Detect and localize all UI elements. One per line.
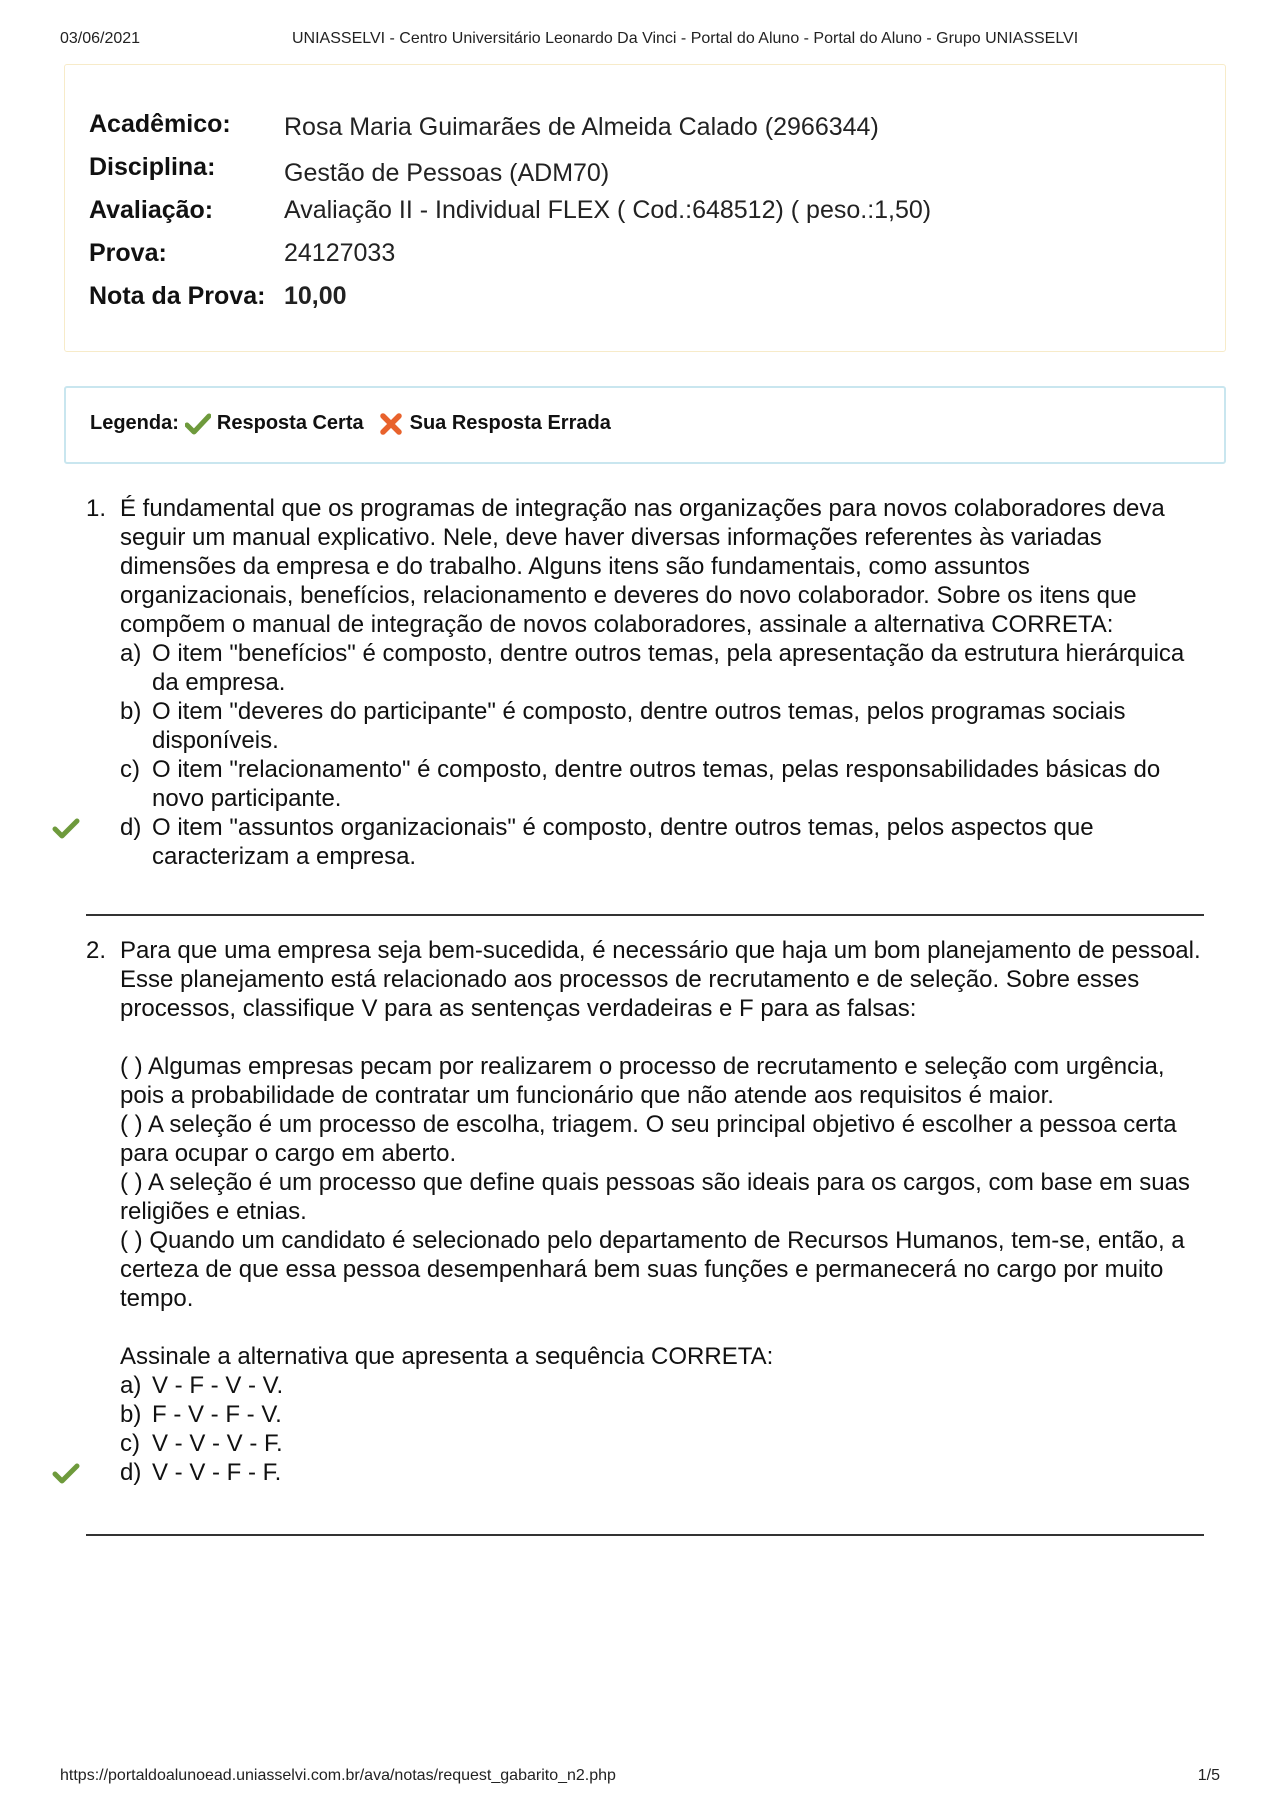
- option-letter: c): [120, 756, 140, 783]
- cross-icon: [378, 413, 404, 435]
- option-d-correct: [120, 1458, 1204, 1487]
- check-icon: [52, 1462, 80, 1484]
- print-footer: [60, 1767, 1220, 1791]
- option-d-correct: [120, 813, 1204, 871]
- option-c: [120, 1429, 1204, 1458]
- option-text: O item "assuntos organizacionais" é composto, dentre outros temas, pelos aspectos que caracterizam a empresa.: [152, 814, 1094, 870]
- option-c: [120, 755, 1204, 813]
- legend-label: Legenda:: [90, 412, 179, 434]
- option-letter: b): [120, 1401, 142, 1428]
- option-letter: c): [120, 1430, 140, 1457]
- option-text: V - F - V - V.: [152, 1372, 284, 1399]
- print-date: 03/06/2021: [60, 30, 141, 47]
- exam-info-box: [64, 64, 1226, 352]
- option-letter: d): [120, 1459, 142, 1486]
- academico-value: Rosa Maria Guimarães de Almeida Calado (2966344): [284, 113, 879, 141]
- statement-2: ( ) A seleção é um processo de escolha, triagem. O seu principal objetivo é escolher a pessoa certa para ocupar o cargo em aberto.: [120, 1111, 1177, 1167]
- question-body: [120, 494, 1204, 871]
- question-stem: Para que uma empresa seja bem-sucedida, é necessário que haja um bom planejamento de pessoal. Esse planejamento está relacionado aos processos de recrutamento e de seleção. Sobre esses processos, classifique V para as sentenças verdadeiras e F para as falsas:: [120, 937, 1201, 1022]
- avaliacao-label: Avaliação:: [89, 196, 214, 224]
- option-text: O item "deveres do participante" é composto, dentre outros temas, pelos programas sociais disponíveis.: [152, 698, 1126, 754]
- option-text: O item "relacionamento" é composto, dentre outros temas, pelas responsabilidades básicas do novo participante.: [152, 756, 1161, 812]
- option-a: [120, 639, 1204, 697]
- question-number: 1.: [86, 495, 107, 522]
- prova-label: Prova:: [89, 239, 167, 267]
- check-icon: [52, 817, 80, 839]
- question-divider: [86, 914, 1204, 916]
- option-text: F - V - F - V.: [152, 1401, 282, 1428]
- option-b: [120, 697, 1204, 755]
- option-letter: a): [120, 640, 142, 667]
- check-icon: [185, 413, 211, 435]
- statement-4: ( ) Quando um candidato é selecionado pelo departamento de Recursos Humanos, tem-se, então, a certeza de que essa pessoa desempenhará bem suas funções e permanecerá no cargo por muito tempo.: [120, 1227, 1185, 1312]
- legend: [90, 412, 611, 435]
- option-letter: d): [120, 814, 142, 841]
- question-stem: É fundamental que os programas de integração nas organizações para novos colaboradores deva seguir um manual explicativo. Nele, deve haver diversas informações referentes às variadas dimensões da empresa e do trabalho. Alguns itens são fundamentais, como assuntos organizacionais, benefícios, relacionamento e deveres do novo colaborador. Sobre os itens que compõem o manual de integração de novos colaboradores, assinale a alternativa CORRETA:: [120, 495, 1165, 638]
- print-page-title: UNIASSELVI - Centro Universitário Leonardo Da Vinci - Portal do Aluno - Portal do Aluno - Grupo UNIASSELVI: [292, 30, 1079, 47]
- disciplina-value: Gestão de Pessoas (ADM70): [284, 159, 610, 187]
- page-number: 1/5: [1197, 1767, 1220, 1784]
- statement-1: ( ) Algumas empresas pecam por realizarem o processo de recrutamento e seleção com urgência, pois a probabilidade de contratar um funcionário que não atende aos requisitos é maior.: [120, 1053, 1165, 1109]
- option-letter: b): [120, 698, 142, 725]
- question-number: 2.: [86, 937, 107, 964]
- academico-label: Acadêmico:: [89, 110, 231, 138]
- question-divider: [86, 1534, 1204, 1536]
- nota-label: Nota da Prova:: [89, 282, 266, 310]
- option-a: [120, 1371, 1204, 1400]
- legend-box: [64, 386, 1226, 464]
- avaliacao-value: Avaliação II - Individual FLEX ( Cod.:648512) ( peso.:1,50): [284, 196, 932, 224]
- legend-correct-label: Resposta Certa: [216, 412, 364, 434]
- option-letter: a): [120, 1372, 142, 1399]
- question-body: [120, 936, 1204, 1487]
- legend-wrong-label: Sua Resposta Errada: [409, 412, 611, 434]
- prova-value: 24127033: [284, 239, 396, 267]
- option-text: V - V - V - F.: [152, 1430, 283, 1457]
- option-text: V - V - F - F.: [152, 1459, 282, 1486]
- option-b: [120, 1400, 1204, 1429]
- nota-value: 10,00: [284, 282, 347, 310]
- option-text: O item "benefícios" é composto, dentre outros temas, pela apresentação da estrutura hierárquica da empresa.: [152, 640, 1185, 696]
- question-prompt: Assinale a alternativa que apresenta a sequência CORRETA:: [120, 1343, 774, 1370]
- disciplina-label: Disciplina:: [89, 153, 216, 181]
- print-header: [60, 30, 1220, 54]
- statement-3: ( ) A seleção é um processo que define quais pessoas são ideais para os cargos, com base em suas religiões e etnias.: [120, 1169, 1190, 1225]
- page-url: https://portaldoalunoead.uniasselvi.com.br/ava/notas/request_gabarito_n2.php: [60, 1767, 616, 1784]
